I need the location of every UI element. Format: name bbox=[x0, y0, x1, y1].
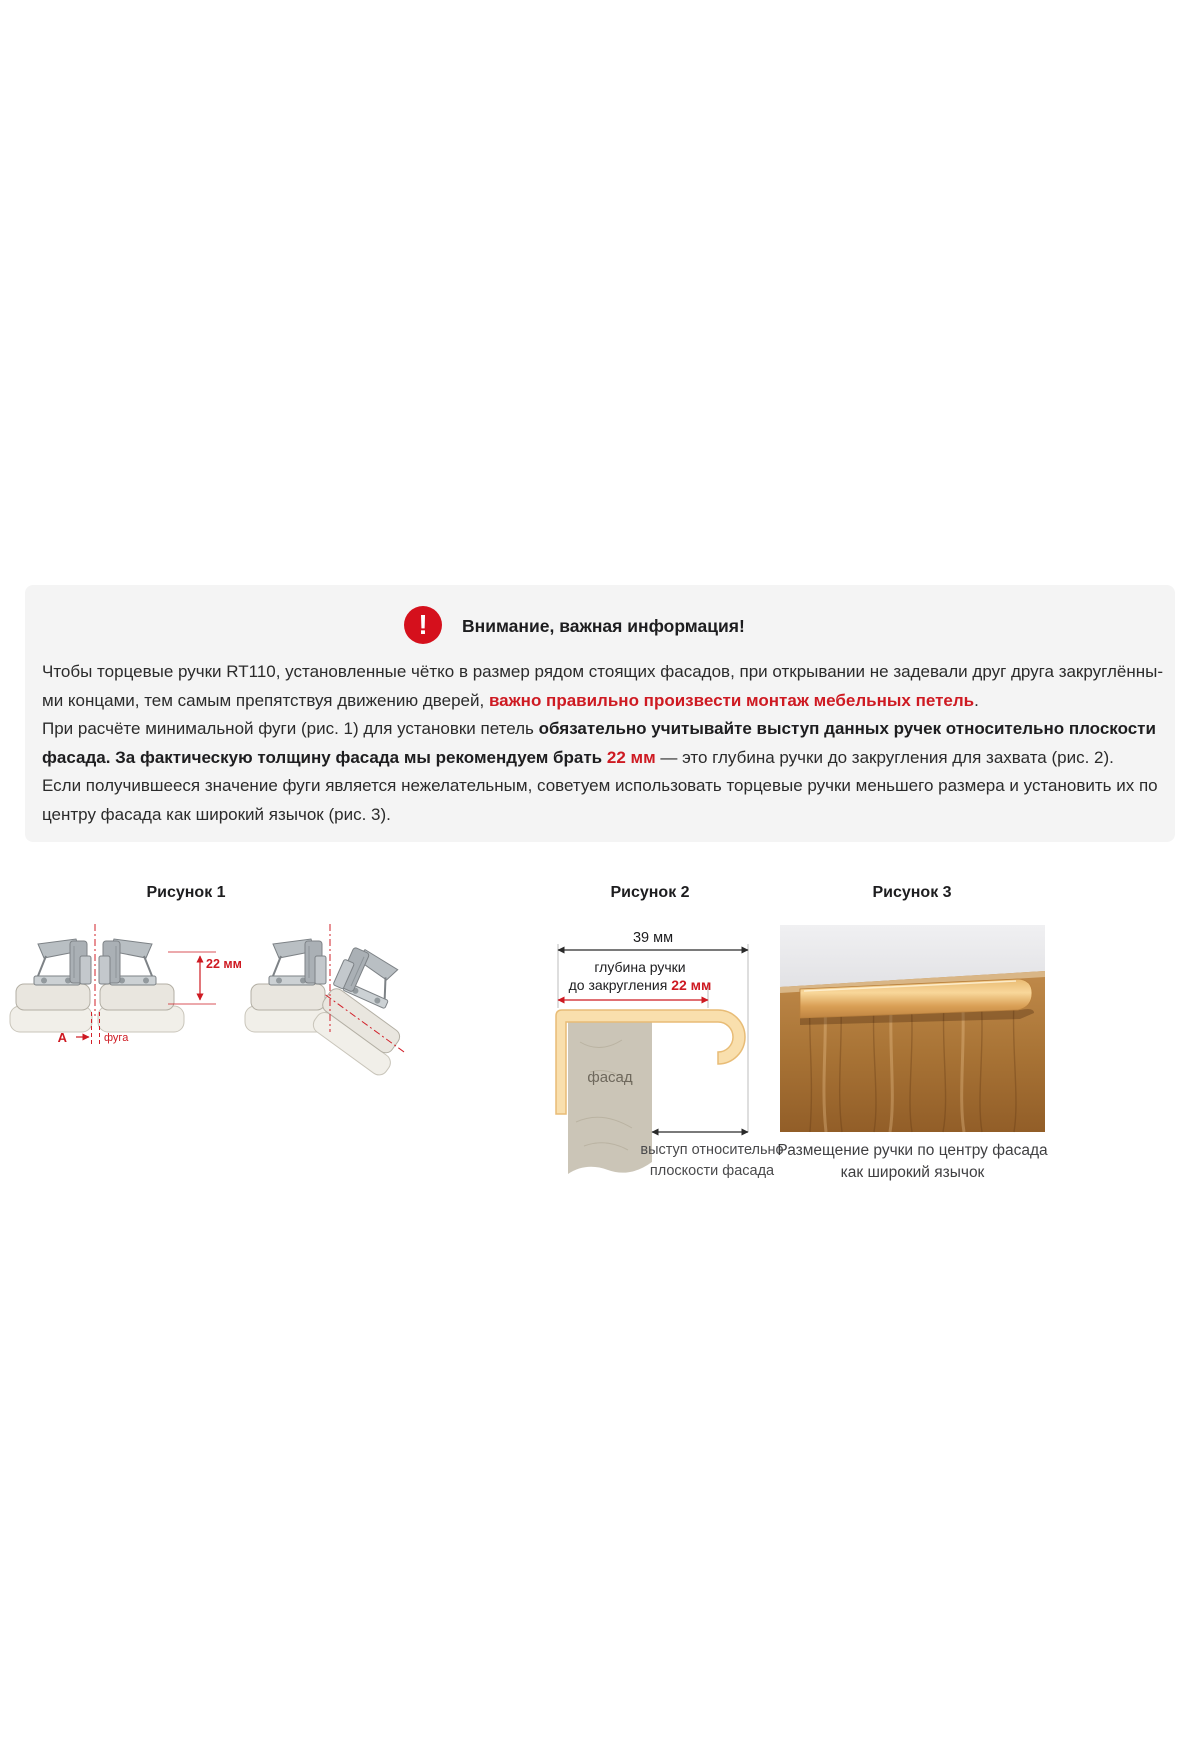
fig2-facade-label: фасад bbox=[587, 1069, 633, 1086]
notice-line6-text: центру фасада как широкий язычок (рис. 3). bbox=[42, 804, 391, 824]
figure3-caption-line1: Размещение ручки по центру фасада bbox=[777, 1142, 1048, 1159]
figure2-title: Рисунок 2 bbox=[610, 884, 690, 901]
notice-line4-plain: — это глубина ручки до закругления для захвата (рис. 2). bbox=[655, 747, 1114, 767]
notice-line4-bold: фасада. За фактическую толщину фасада мы рекомендуем брать bbox=[42, 747, 607, 767]
fig1-fuga-label: фуга bbox=[104, 1032, 129, 1044]
figure2-handle-profile-diagram bbox=[480, 922, 800, 1192]
figure1-title: Рисунок 1 bbox=[146, 884, 226, 901]
fig2-depth-label-plain: до закругления bbox=[568, 977, 672, 993]
notice-line5-text: Если получившееся значение фуги является нежелательным, советуем использовать торцевые ручки меньшего размера и установить их по bbox=[42, 776, 1158, 795]
notice-line2-period: . bbox=[974, 690, 979, 710]
fig2-depth-label-line2 bbox=[569, 977, 712, 993]
notice-line-6 bbox=[42, 801, 1162, 830]
fig1-22mm-label: 22 мм bbox=[206, 957, 242, 971]
notice-line4-red: 22 мм bbox=[606, 747, 656, 767]
notice-line-2 bbox=[42, 687, 1162, 716]
figure3-caption-line2: как широкий язычок bbox=[840, 1164, 985, 1181]
fig2-depth-label-red: 22 мм bbox=[671, 977, 712, 993]
notice-text bbox=[42, 658, 1162, 829]
notice-line2-plain: ми концами, тем самым препятствуя движению дверей, bbox=[42, 690, 489, 710]
fig2-protrusion-label-line2: плоскости фасада bbox=[649, 1163, 775, 1179]
notice-line3-plain: При расчёте минимальной фуги (рис. 1) для установки петель bbox=[42, 719, 539, 738]
notice-line-4 bbox=[42, 744, 1162, 773]
figure1-hinge-diagram bbox=[10, 920, 450, 1070]
notice-line-5 bbox=[42, 772, 1162, 801]
fig1-a-label: А bbox=[57, 1030, 67, 1045]
notice-line1-text: Чтобы торцевые ручки RT110, установленные чётко в размер рядом стоящих фасадов, при открывании не задевали друг друга закруглённы- bbox=[42, 662, 1163, 681]
fig2-39mm-label: 39 мм bbox=[632, 930, 674, 946]
notice-line2-red: важно правильно произвести монтаж мебельных петель bbox=[488, 690, 975, 710]
fig1-closed-hinges bbox=[10, 924, 242, 1045]
figure3-handle-photo bbox=[780, 925, 1045, 1132]
fig2-protrusion-label-line1: выступ относительно bbox=[640, 1142, 784, 1158]
fig2-depth-label-line1: глубина ручки bbox=[594, 959, 686, 975]
fig1-open-hinge bbox=[245, 924, 412, 1081]
notice-line-1 bbox=[42, 658, 1162, 687]
notice-line3-bold: обязательно учитывайте выступ данных ручек относительно плоскости bbox=[538, 719, 1156, 738]
exclamation-icon: ! bbox=[404, 606, 442, 644]
notice-line-3 bbox=[42, 715, 1162, 744]
notice-title: Внимание, важная информация! bbox=[462, 616, 745, 636]
figure3-caption bbox=[770, 1140, 1055, 1184]
figure3-title: Рисунок 3 bbox=[872, 884, 952, 901]
